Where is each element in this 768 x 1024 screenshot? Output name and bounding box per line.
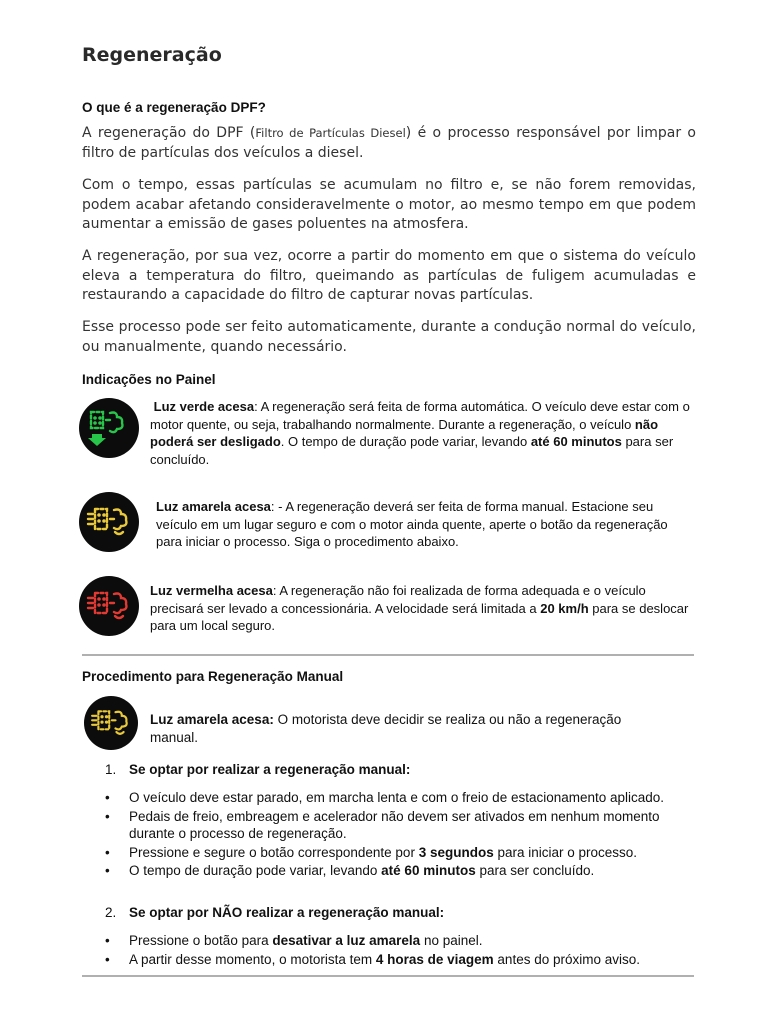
manual-indicator-text: Luz amarela acesa: O motorista deve decidir se realiza ou não a regeneração manual. xyxy=(150,712,622,745)
dpf-green-symbol xyxy=(79,398,139,458)
section-divider xyxy=(82,654,694,656)
indicator-red-text: Luz vermelha acesa: A regeneração não foi realizada de forma adequada e o veículo precisará ser levado a concessionária. A velocidade será limitada a 20 km/h para se deslocar para um local seguro. xyxy=(150,583,689,633)
dpf-yellow-symbol xyxy=(79,492,139,552)
dpf-red-symbol xyxy=(79,576,139,636)
section-divider xyxy=(82,975,694,977)
page-title: Regeneração xyxy=(82,44,222,66)
paragraph-1: A regeneração do DPF (Filtro de Partículas Diesel) é o processo responsável por limpar o filtro de partículas dos veículos a diesel. xyxy=(82,125,696,161)
indicator-yellow-text: Luz amarela acesa: - A regeneração deverá ser feita de forma manual. Estacione seu veículo em um lugar seguro e com o motor ainda quente, aperte o botão da regeneração para iniciar o processo. Siga o procedimento abaixo. xyxy=(156,499,668,549)
indicator-red xyxy=(82,574,696,644)
list-item: • O veículo deve estar parado, em marcha lenta e com o freio de estacionamento aplicado. xyxy=(105,790,665,805)
option-1-list xyxy=(82,789,696,881)
dpf-yellow-warning-icon xyxy=(84,696,138,750)
indicator-yellow xyxy=(82,490,696,560)
dpf-yellow-symbol xyxy=(84,696,138,750)
paragraph-3: A regeneração, por sua vez, ocorre a partir do momento em que o sistema do veículo eleva a temperatura do filtro, queimando as partículas de fuligem acumuladas e restaurando a capacidade do filtro de capturar novas partículas. xyxy=(82,248,696,303)
indicator-green-text: Luz verde acesa: A regeneração será feita de forma automática. O veículo deve estar com o motor quente, ou seja, trabalhando normalmente. Durante a regeneração, o veículo não poderá ser desligado. O tempo de duração pode variar, levando até 60 minutos para ser concluído. xyxy=(150,399,690,467)
section-heading-manual: Procedimento para Regeneração Manual xyxy=(82,669,344,684)
dpf-yellow-warning-icon xyxy=(79,492,139,552)
option-2-list xyxy=(82,932,696,969)
paragraph-2: Com o tempo, essas partículas se acumulam no filtro e, se não forem removidas, podem acabar afetando consideravelmente o motor, ao mesmo tempo em que podem aumentar a emissão de gases poluentes na atmosfera. xyxy=(82,177,696,232)
list-item: • A partir desse momento, o motorista tem 4 horas de viagem antes do próximo aviso. xyxy=(105,951,640,967)
list-item: • Pressione e segure o botão correspondente por 3 segundos para iniciar o processo. xyxy=(105,844,638,860)
dpf-red-warning-icon xyxy=(79,576,139,636)
list-item: • Pressione o botão para desativar a luz amarela no painel. xyxy=(105,933,483,948)
indicator-green xyxy=(82,396,696,466)
paragraph-4: Esse processo pode ser feito automaticamente, durante a condução normal do veículo, ou manualmente, quando necessário. xyxy=(82,319,696,355)
dpf-green-warning-icon xyxy=(79,398,139,458)
list-item: • Pedais de freio, embreagem e acelerador não devem ser ativados em nenhum momento durante o processo de regeneração. xyxy=(105,808,660,841)
list-item: • O tempo de duração pode variar, levando até 60 minutos para ser concluído. xyxy=(105,863,595,878)
manual-indicator-yellow xyxy=(82,694,696,764)
section-heading-panel: Indicações no Painel xyxy=(82,372,216,387)
section-heading-what: O que é a regeneração DPF? xyxy=(82,100,266,115)
